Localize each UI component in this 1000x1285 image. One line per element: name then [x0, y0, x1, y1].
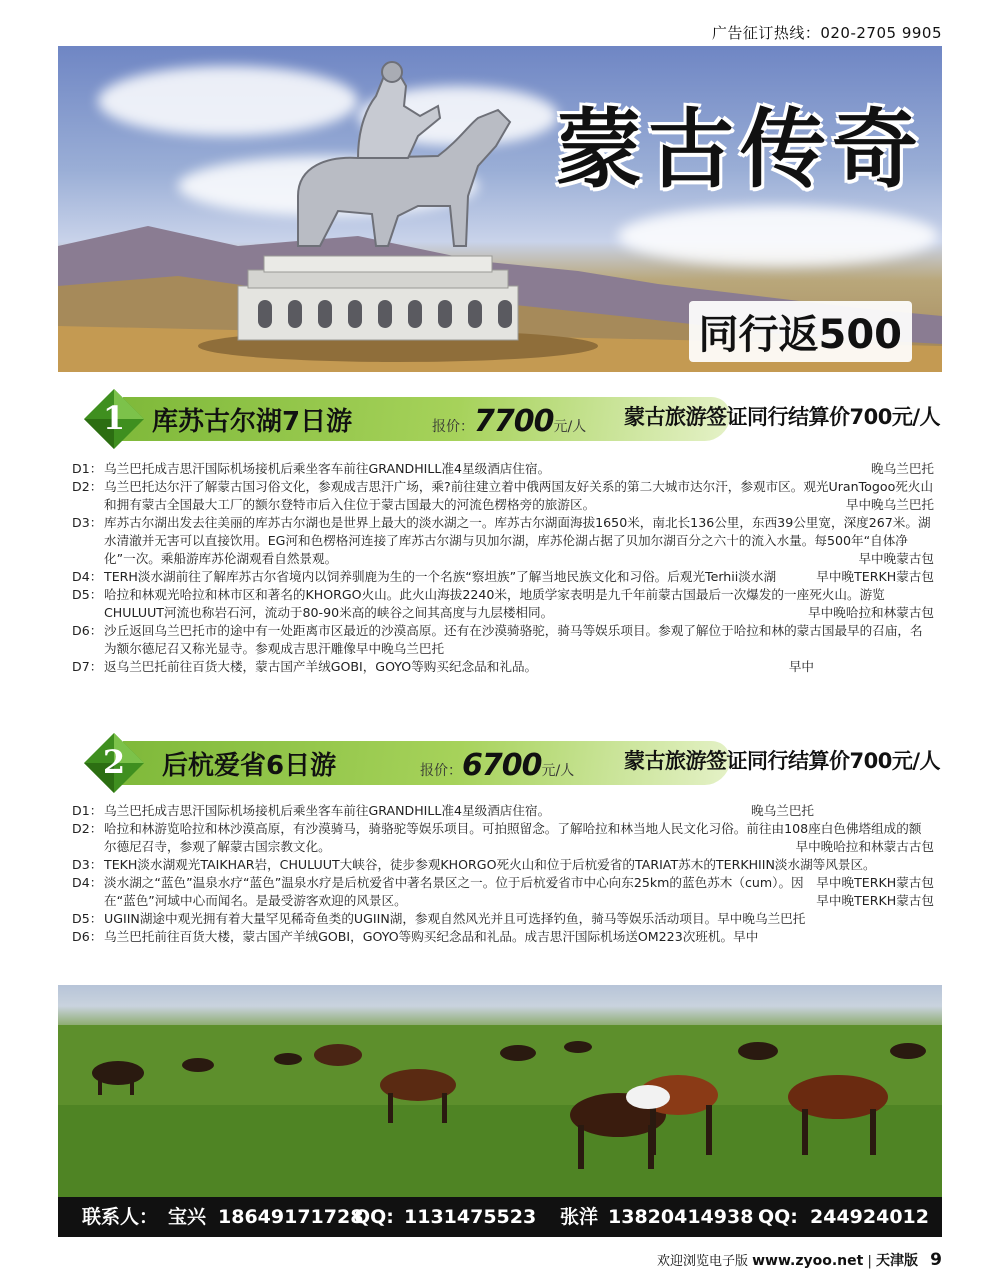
tour-1-price: 报价：7700元/人: [432, 404, 587, 439]
contact-qq-2: 244924012: [810, 1206, 929, 1228]
tour-2-itinerary: [72, 802, 934, 946]
itinerary-day: D4： TERH淡水湖前往了解库苏古尔省境内以饲养驯鹿为生的一个名族“察坦族”了解当地民族文化和习俗。后观光Terhii淡水湖 早中晚TERKH蒙古包: [72, 569, 934, 584]
footer-edition: 天津版: [876, 1253, 919, 1269]
tour-2-price: 报价：6700元/人: [420, 748, 575, 783]
itinerary-day: D1： 晚乌兰巴托 乌兰巴托成吉思汗国际机场接机后乘坐客车前往GRANDHILL准4星级酒店住宿。: [72, 803, 814, 818]
page-number: 9: [930, 1250, 942, 1270]
contact-qq-label-1: QQ:: [354, 1206, 394, 1228]
tour-1-itinerary: [72, 460, 934, 676]
itinerary-day: D5： UGIIN湖途中观光拥有着大量罕见稀奇鱼类的UGIIN湖，参观自然风光并且可选择钓鱼，骑马等娱乐活动项目。早中晚乌兰巴托: [72, 911, 806, 926]
footer-welcome: 欢迎浏览电子版: [656, 1254, 748, 1269]
page-footer: [657, 1250, 942, 1270]
meadow-horses-image: [58, 985, 942, 1197]
contact-qq-1: 1131475523: [404, 1206, 537, 1228]
itinerary-day: D3： TEKH淡水湖观光TAIKHAR岩，CHULUUT大峡谷，徒步参观KHORGO死火山和位于后杭爱省的TARIAT苏木的TERKHIIN淡水湖等风景区。 早中晚TERKH蒙古包: [72, 857, 934, 890]
itinerary-day: D5： 哈拉和林观光哈拉和林市区和著名的KHORGO火山。此火山海拔2240米，地质学家表明是九千年前蒙古国最后一次爆发的一座死火山。游览CHULUUT河流也称岩石河，流动于80-90米高的峡谷之间其高度与九层楼相同。 早中晚哈拉和林蒙古包: [72, 587, 934, 620]
itinerary-day: D4： 淡水湖之“蓝色”温泉水疗“蓝色”温泉水疗是后杭爱省中著名景区之一。位于后杭爱省市中心向东25km的蓝色苏木（cum）。因在“蓝色”河域中心而闻名。是最受游客欢迎的风景区。 早中晚TERKH蒙古包: [72, 875, 934, 908]
tour-2-price-value: 6700: [462, 748, 542, 783]
itinerary-day: D2： 乌兰巴托达尔汗了解蒙古国习俗文化，参观成吉思汗广场，乘?前往建立着中俄两国友好关系的第二大城市达尔汗，参观市区。观光UranTogoo死火山和拥有蒙古全国最大工厂的额尔登特市后入住位于蒙古国最大的河流色楞格旁的旅游区。 早中晚乌兰巴托: [72, 479, 934, 512]
footer-separator: |: [867, 1254, 872, 1269]
tour-2-number-badge: [82, 731, 146, 795]
tour-1-number: 1: [102, 399, 126, 437]
footer-site-link[interactable]: www.zyoo.net: [752, 1253, 864, 1269]
tour-2-header: [60, 731, 940, 795]
tour-2-number: 2: [102, 743, 126, 781]
contact-qq-label-2: QQ:: [758, 1206, 798, 1228]
hero-image: [58, 46, 942, 372]
tour-2-visa-note: 蒙古旅游签证同行结算价700元/人: [623, 749, 940, 773]
itinerary-day: D1： 晚乌兰巴托 乌兰巴托成吉思汗国际机场接机后乘坐客车前往GRANDHILL准4星级酒店住宿。: [72, 461, 934, 476]
itinerary-day: D7： 早中 返乌兰巴托前往百货大楼，蒙古国产羊绒GOBI，GOYO等购买纪念品和礼品。: [72, 659, 814, 674]
tour-1-number-badge: [82, 387, 146, 451]
tour-1-visa-note: 蒙古旅游签证同行结算价700元/人: [623, 405, 940, 429]
contact-phone-1: 18649171728: [218, 1206, 364, 1228]
rebate-badge: 同行返500: [689, 301, 913, 362]
tour-1-header: [60, 387, 940, 451]
contact-label: 联系人：: [82, 1206, 159, 1228]
tour-1-price-value: 7700: [474, 404, 554, 439]
tour-2-name: 后杭爱省6日游: [162, 751, 337, 781]
hotline: 广告征订热线：020-2705 9905: [711, 24, 942, 42]
itinerary-day: D3： 库苏古尔湖出发去往美丽的库苏古尔湖也是世界上最大的淡水湖之一。库苏古尔湖面海拔1650米，南北长136公里，东西39公里宽，深度267米。湖水清澈并无害可以直接饮用。EG河和色楞格河连接了库苏古尔湖与贝加尔湖，库苏伦湖占据了贝加尔湖百分之六十的流入水量。每500年“自体净化”一次。乘船游库苏伦湖观看自然景观。 早中晚蒙古包: [72, 515, 934, 566]
contact-person-1: 宝兴: [168, 1206, 207, 1228]
itinerary-day: D6： 沙丘返回乌兰巴托市的途中有一处距离市区最近的沙漠高原。还有在沙漠骑骆驼，骑马等娱乐项目。参观了解位于哈拉和林的蒙古国最早的召庙，名为额尔德尼召又称光显寺。参观成吉思汗雕像早中晚乌兰巴托: [72, 623, 923, 656]
itinerary-day: D2： 哈拉和林游览哈拉和林沙漠高原，有沙漠骑马，骑骆驼等娱乐项目。可拍照留念。了解哈拉和林当地人民文化习俗。前往由108座白色佛塔组成的额尔德尼召寺，参观了解蒙古国宗教文化。 早中晚哈拉和林蒙古古包: [72, 821, 934, 854]
contact-phone-2: 13820414938: [608, 1206, 754, 1228]
contact-person-2: 张洋: [560, 1206, 599, 1228]
itinerary-day: D6： 乌兰巴托前往百货大楼，蒙古国产羊绒GOBI，GOYO等购买纪念品和礼品。成吉思汗国际机场送OM223次班机。早中: [72, 929, 759, 944]
hero-title: 蒙古传奇: [556, 99, 924, 200]
horses-illustration: [58, 985, 942, 1197]
tour-1-name: 库苏古尔湖7日游: [152, 407, 353, 437]
contact-bar: [58, 1197, 942, 1237]
